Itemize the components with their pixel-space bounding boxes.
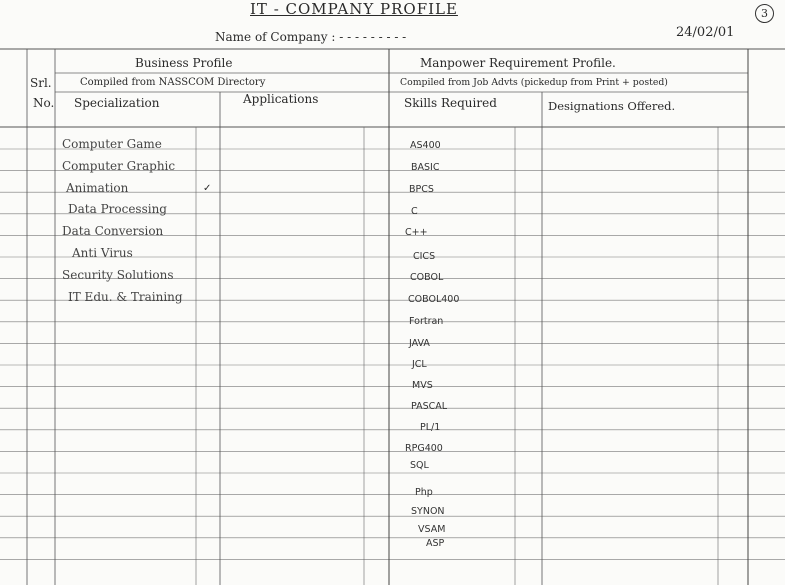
specialization-item: Data Conversion [62,224,164,239]
applications-header: Applications [243,92,319,106]
skills-header: Skills Required [404,96,497,110]
form-title: IT - COMPANY PROFILE [250,0,458,18]
specialization-item: Security Solutions [62,267,174,282]
skill-item: SYNON [411,506,445,517]
business-profile-header: Business Profile [135,56,233,70]
no-header: No. [33,96,55,110]
check-mark: ✓ [203,182,212,194]
specialization-item: Data Processing [68,202,167,217]
specialization-item: Computer Game [62,137,162,151]
skill-item: C++ [405,227,428,238]
skill-item: AS400 [410,140,441,151]
manpower-profile-header: Manpower Requirement Profile. [420,56,616,70]
skill-item: PASCAL [411,401,448,412]
company-name-field: Name of Company : - - - - - - - - - [215,30,407,44]
skill-item: BASIC [411,162,440,173]
manpower-source-note: Compiled from Job Advts (pickedup from Print + posted) [400,77,668,88]
skill-item: Fortran [409,316,444,327]
skill-item: SQL [410,460,429,471]
skill-item: C [411,206,418,217]
skill-item: CICS [413,251,436,262]
specialization-item: Anti Virus [72,246,133,260]
designations-header: Designations Offered. [548,99,676,113]
specialization-item: IT Edu. & Training [68,289,183,304]
skill-item: JAVA [409,338,430,349]
skill-item: VSAM [418,524,446,535]
skill-item: PL/1 [420,422,441,433]
specialization-item: Animation [66,180,129,195]
skill-item: ASP [426,538,445,549]
page-number: 3 [755,4,774,23]
business-source-note: Compiled from NASSCOM Directory [80,77,266,88]
skill-item: MVS [412,380,433,391]
skill-item: COBOL400 [408,294,460,305]
skill-item: Php [415,487,433,498]
form-date: 24/02/01 [676,25,735,40]
skill-item: RPG400 [405,443,443,454]
specialization-header: Specialization [74,96,160,110]
srl-header: Srl. [30,76,52,90]
specialization-item: Computer Graphic [62,158,176,173]
skill-item: JCL [412,359,427,370]
skill-item: COBOL [410,272,444,283]
skill-item: BPCS [409,184,434,195]
